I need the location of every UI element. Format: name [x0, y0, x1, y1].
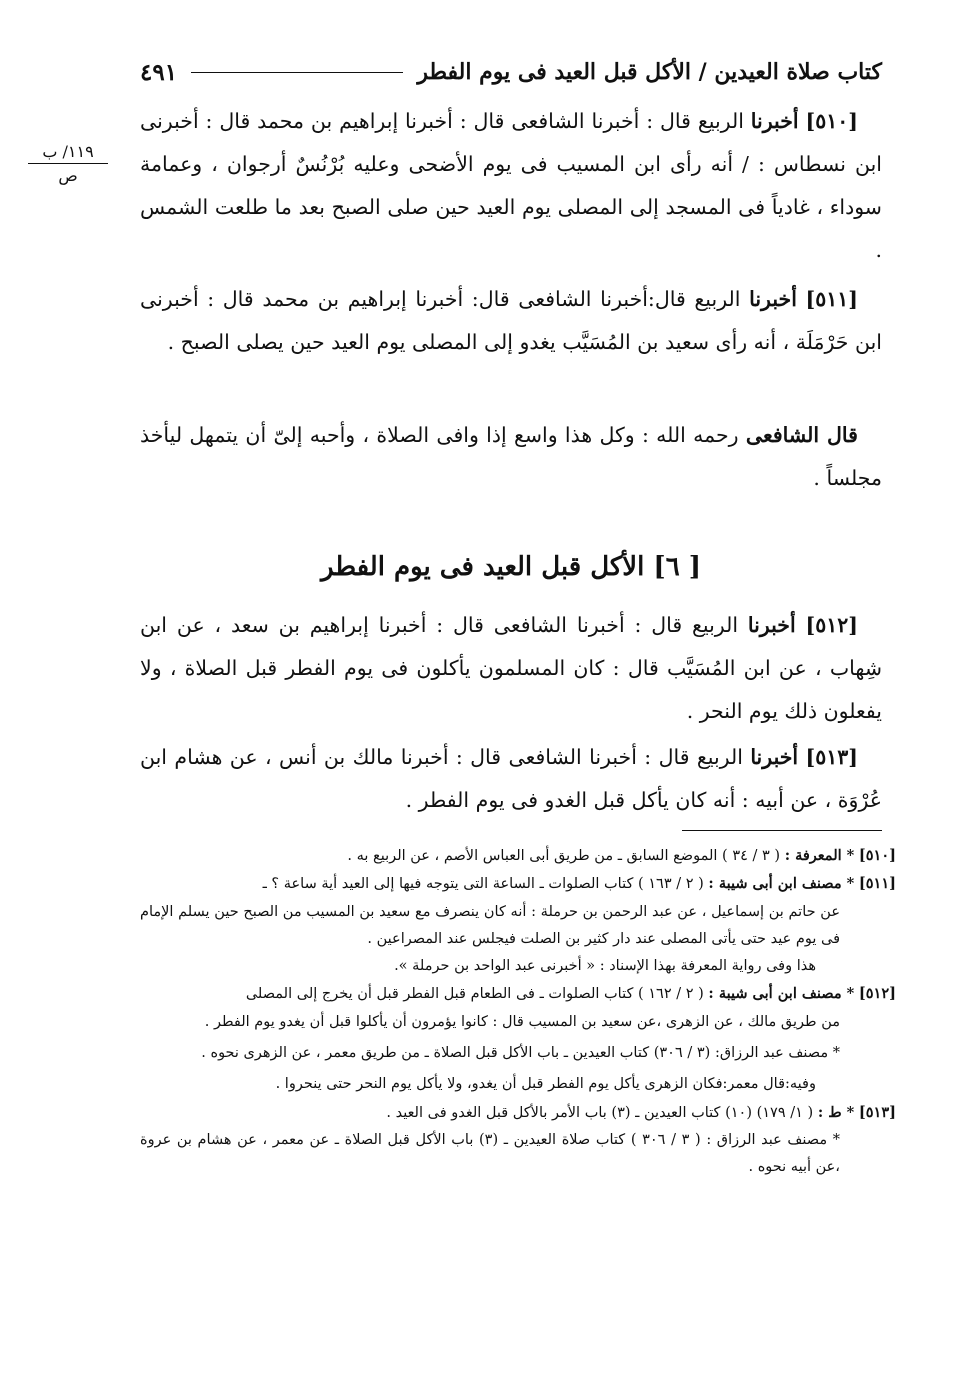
footnote-text: ( ٢ / ١٦٢ ) كتاب الصلوات ـ فى الطعام قبل الفطر قبل أن يخرج إلى المصلى — [245, 986, 704, 1003]
footnote-source: * مصنف عبد الرزاق : — [706, 1131, 840, 1148]
footnote-512-note: وفيه:قال معمر:فكان الزهرى يأكل يوم الفطر قبل أن يغدو، ولا يأكل يوم النحر حتى ينحروا . — [275, 1076, 816, 1093]
footnote-511-continuation: عن حاتم بن إسماعيل ، عن عبد الرحمن بن حرملة : أنه كان ينصرف مع سعيد بن المسيب من الصبح حين يسلم الإمام فى يوم عيد حتى يأتى المصلى عند دار كثير بن الصلت فيجلس عند المصراعين . — [140, 903, 840, 947]
hadith-number: [٥١٢] — [805, 613, 858, 637]
hadith-lead: أخبرنا — [750, 745, 799, 769]
footnote-text: (٣ / ٣٠٦) كتاب العيدين ـ باب الأكل قبل الصلاة ـ من طريق معمر ، عن الزهرى نحوه . — [201, 1045, 711, 1062]
footnote-512 — [140, 980, 896, 1008]
footnote-rule — [682, 830, 882, 831]
hadith-text: الربيع قال : أخبرنا الشافعى قال : أخبرنا إبراهيم بن سعد ، عن ابن شِهاب ، عن ابن المُسَيَّب قال : كان المسلمون يأكلون فى يوم الفطر قبل الصلاة ، ولا يفعلون ذلك يوم النحر . — [140, 613, 882, 723]
hadith-text: الربيع قال : أخبرنا الشافعى قال : أخبرنا مالك بن أنس ، عن هشام ابن عُرْوَة ، عن أبيه : أنه كان يأكل قبل الغدو فى يوم الفطر . — [140, 745, 882, 812]
footnote-source: * مصنف عبد الرزاق: — [714, 1045, 840, 1062]
footnote-text: ( ٣ / ٣٤ ) الموضع السابق ـ من طريق أبى العباس الأصم ، عن الربيع به . — [347, 848, 781, 864]
hadith-lead: أخبرنا — [749, 287, 797, 311]
shafii-text: رحمه الله : وكل هذا واسع إذا وافى الصلاة ، وأحبه إلىّ أن يتمهل ليأخذ مجلساً . — [140, 423, 882, 490]
footnote-source: * مصنف ابن أبى شيبة : — [708, 985, 855, 1003]
footnote-source: * مصنف ابن أبى شيبة : — [708, 875, 855, 893]
shafii-lead: قال الشافعى — [745, 423, 858, 447]
footnote-510 — [140, 842, 896, 870]
paragraph-513 — [140, 736, 882, 822]
footnote-text: ( ٢ / ١٦٣ ) كتاب الصلوات ـ الساعة التى يتوجه فيها إلى العيد أية ساعة ؟ ـ — [262, 876, 704, 893]
footnote-source: * المعرفة : — [784, 847, 855, 864]
page-number: ٤٩١ — [140, 58, 178, 86]
section-title: [ ٦] الأكل قبل العيد فى يوم الفطر — [320, 552, 702, 582]
footnote-source: * ط : — [817, 1103, 855, 1121]
hadith-number: [٥١٣] — [805, 745, 858, 769]
hadith-text: الربيع قال : أخبرنا الشافعى قال : أخبرنا إبراهيم بن محمد قال : أخبرنى ابن نسطاس : / أنه رأى ابن المسيب فى يوم الأضحى وعليه بُرْنُسٌ أرجوان ، وعمامة سوداء ، غادياً فى المسجد إلى المصلى يوم العيد حين صلى الصبح بعد ما طلعت الشمس . — [140, 109, 882, 262]
margin-note-siglum: ص — [58, 166, 78, 185]
footnote-512-second-source — [140, 1040, 896, 1067]
footnotes — [140, 842, 896, 1182]
hadith-lead: أخبرنا — [750, 109, 799, 133]
footnote-text: ( ٣ / ٣٠٦ ) كتاب صلاة العيدين ـ (٣) باب الأكل قبل الصلاة ـ عن معمر ، عن هشام بن عروة ،عن أبيه نحوه . — [140, 1131, 840, 1176]
footnote-511-note: هذا وفى رواية المعرفة بهذا الإسناد : « أخبرنى عبد الواحد بن حرملة ». — [394, 958, 816, 975]
header-rule — [191, 72, 403, 73]
footnote-ref: [٥١٣] — [858, 1103, 896, 1121]
footnote-511 — [140, 870, 896, 898]
margin-note — [28, 142, 108, 185]
hadith-lead: أخبرنا — [747, 613, 796, 637]
hadith-text: الربيع قال:أخبرنا الشافعى قال: أخبرنا إبراهيم بن محمد قال : أخبرنى ابن حَرْمَلَة ، أنه رأى سعيد بن المُسَيَّب يغدو إلى المصلى يوم العيد حين يصلى الصبح . — [140, 287, 882, 354]
paragraph-512 — [140, 604, 882, 733]
footnote-text: ( ١/ ١٧٩) (١٠) كتاب العيدين ـ (٣) باب الأمر بالأكل قبل الغدو فى العيد . — [386, 1104, 814, 1121]
footnote-513-second-source — [140, 1127, 896, 1182]
footnote-513 — [140, 1099, 896, 1127]
running-header — [140, 54, 882, 90]
paragraph-511 — [140, 278, 882, 364]
running-title: كتاب صلاة العيدين / الأكل قبل العيد فى يوم الفطر — [417, 59, 882, 85]
footnote-ref: [٥١٠] — [858, 847, 896, 864]
footnote-ref: [٥١٢] — [858, 985, 896, 1003]
footnote-512-continuation: من طريق مالك ، عن الزهرى ،عن سعيد بن المسيب قال : كانوا يؤمرون أن يأكلوا قبل أن يغدو يوم الفطر . — [204, 1013, 840, 1030]
hadith-number: [٥١١] — [805, 287, 858, 311]
footnote-ref: [٥١١] — [858, 875, 896, 893]
paragraph-510 — [140, 100, 882, 272]
margin-note-folio: ١١٩/ ب — [28, 142, 108, 164]
hadith-number: [٥١٠] — [805, 109, 858, 133]
paragraph-shafii — [140, 414, 882, 500]
